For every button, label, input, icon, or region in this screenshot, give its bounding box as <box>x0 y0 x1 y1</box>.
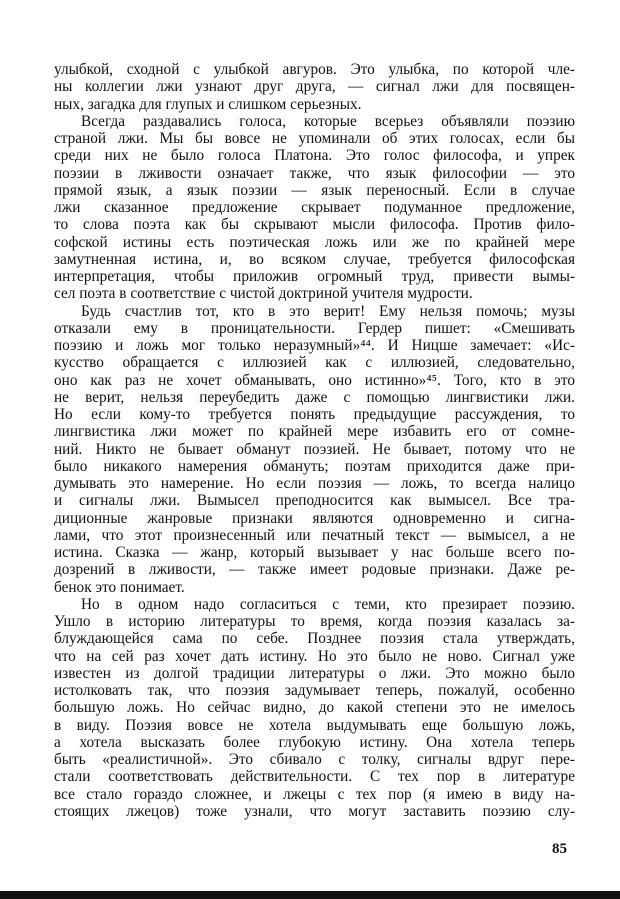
text-line: быть «реалистичной». Это сбивало с толку, сигналы вдруг пере- <box>54 751 575 768</box>
text-line: Но если кому-то требуется понять предыдущие рассуждения, то <box>54 406 575 423</box>
text-line: сел поэта в соответствие с чистой доктриной учителя мудрости. <box>54 285 473 303</box>
text-line: Но в одном надо согласиться с теми, кто презирает поэзию. <box>81 595 575 613</box>
text-line: ны коллегии лжи узнают друг друга, — сигнал лжи для посвящен- <box>54 78 575 96</box>
text-line: прямой язык, а язык поэзии — язык переносный. Если в случае <box>54 181 575 199</box>
text-line: было никакого намерения обмануть; поэтам приходится даже при- <box>54 457 575 475</box>
text-line: поэзии в лживости означает также, что язык философии — это <box>54 164 575 182</box>
paragraph <box>54 113 575 303</box>
text-line: улыбкой, сходной с улыбкой авгуров. Это улыбка, по которой чле- <box>54 61 575 78</box>
page-number: 85 <box>552 841 567 857</box>
text-line: отказали ему в проницательности. Гердер пишет: «Смешивать <box>54 319 575 337</box>
text-line: поэзию и ложь мог только неразумный»⁴⁴. И Ницше замечает: «Ис- <box>54 337 575 354</box>
text-line: истолковать так, что поэзия задумывает теперь, пожалуй, особенно <box>54 682 575 699</box>
text-line: думывать это намерение. Но если поэзия — ложь, то всегда налицо <box>54 475 575 492</box>
text-line: ний. Никто не бывает обманут поэзией. Не бывает, потому что не <box>54 440 575 458</box>
text-line: замутненная истина, и, во всяком случае, требуется философская <box>54 250 575 268</box>
text-line: что на сей раз хочет дать истину. Но это было не ново. Сигнал уже <box>54 647 575 665</box>
text-line: оно как раз не хочет обманывать, оно истинно»⁴⁵. Того, кто в это <box>54 371 575 389</box>
scan-bottom-edge <box>0 891 620 899</box>
text-line: бенок это понимает. <box>54 578 185 596</box>
text-line: интерпретация, чтобы приложив огромный труд, привести вымы- <box>54 268 575 285</box>
text-line: страной лжи. Мы бы вовсе не упоминали об этих голосах, если бы <box>54 130 575 147</box>
text-line: кусство обращается с иллюзией как с иллюзией, следовательно, <box>54 354 575 372</box>
paragraph <box>54 303 575 596</box>
text-line: стали соответствовать действительности. С тех пор в литературе <box>54 768 575 786</box>
paragraph <box>54 61 575 113</box>
text-line: истина. Сказка — жанр, который вызывает у нас больше всего по- <box>54 544 575 561</box>
text-line: известен из долгой традиции литературы о лжи. Это можно было <box>54 664 575 682</box>
text-line: лингвистика лжи может по крайней мере избавить его от сомне- <box>54 423 575 441</box>
text-line: блуждающейся сама по себе. Позднее поэзия стала утверждать, <box>54 630 575 648</box>
text-line: большую ложь. Но сейчас видно, до какой степени это не имелось <box>54 699 575 717</box>
text-line: в виду. Поэзия вовсе не хотела выдумывать еще большую ложь, <box>54 716 575 734</box>
text-line: среди них не было голоса Платона. Это голос философа, и упрек <box>54 147 575 165</box>
text-line: стоящих лжецов) тоже узнали, что могут заставить поэзию слу- <box>54 802 575 820</box>
text-line: софской истины есть поэтическая ложь или же по крайней мере <box>54 233 575 251</box>
paragraph <box>54 596 575 820</box>
text-line: ных, загадка для глупых и слишком серьезных. <box>54 95 362 113</box>
text-line: то слова поэта как бы скрывают мысли философа. Против фило- <box>54 216 575 234</box>
text-line: Всегда раздавались голоса, которые всерьез объявляли поэзию <box>81 112 575 130</box>
text-line: все стало гораздо сложнее, и лжецы с тех пор (я имею в виду на- <box>54 785 575 803</box>
text-line: дозрений в лживости, — также имеет родовые признаки. Даже ре- <box>54 561 575 579</box>
text-line: Будь счастлив тот, кто в это верит! Ему нельзя помочь; музы <box>81 302 575 320</box>
text-line: диционные жанровые признаки являются одновременно и сигна- <box>54 509 575 527</box>
text-line: а хотела высказать более глубокую истину. Она хотела теперь <box>54 733 575 751</box>
text-line: лжи сказанное предложение скрывает подуманное предложение, <box>54 199 575 216</box>
page-body-text <box>54 61 575 820</box>
text-line: лами, что этот произнесенный или печатный текст — вымысел, а не <box>54 526 575 544</box>
text-line: Ушло в историю литературы то время, когда поэзия казалась за- <box>54 613 575 630</box>
text-line: не верит, нельзя переубедить даже с помощью лингвистики лжи. <box>54 388 575 406</box>
text-line: и сигналы лжи. Вымысел преподносится как вымысел. Все тра- <box>54 492 575 510</box>
